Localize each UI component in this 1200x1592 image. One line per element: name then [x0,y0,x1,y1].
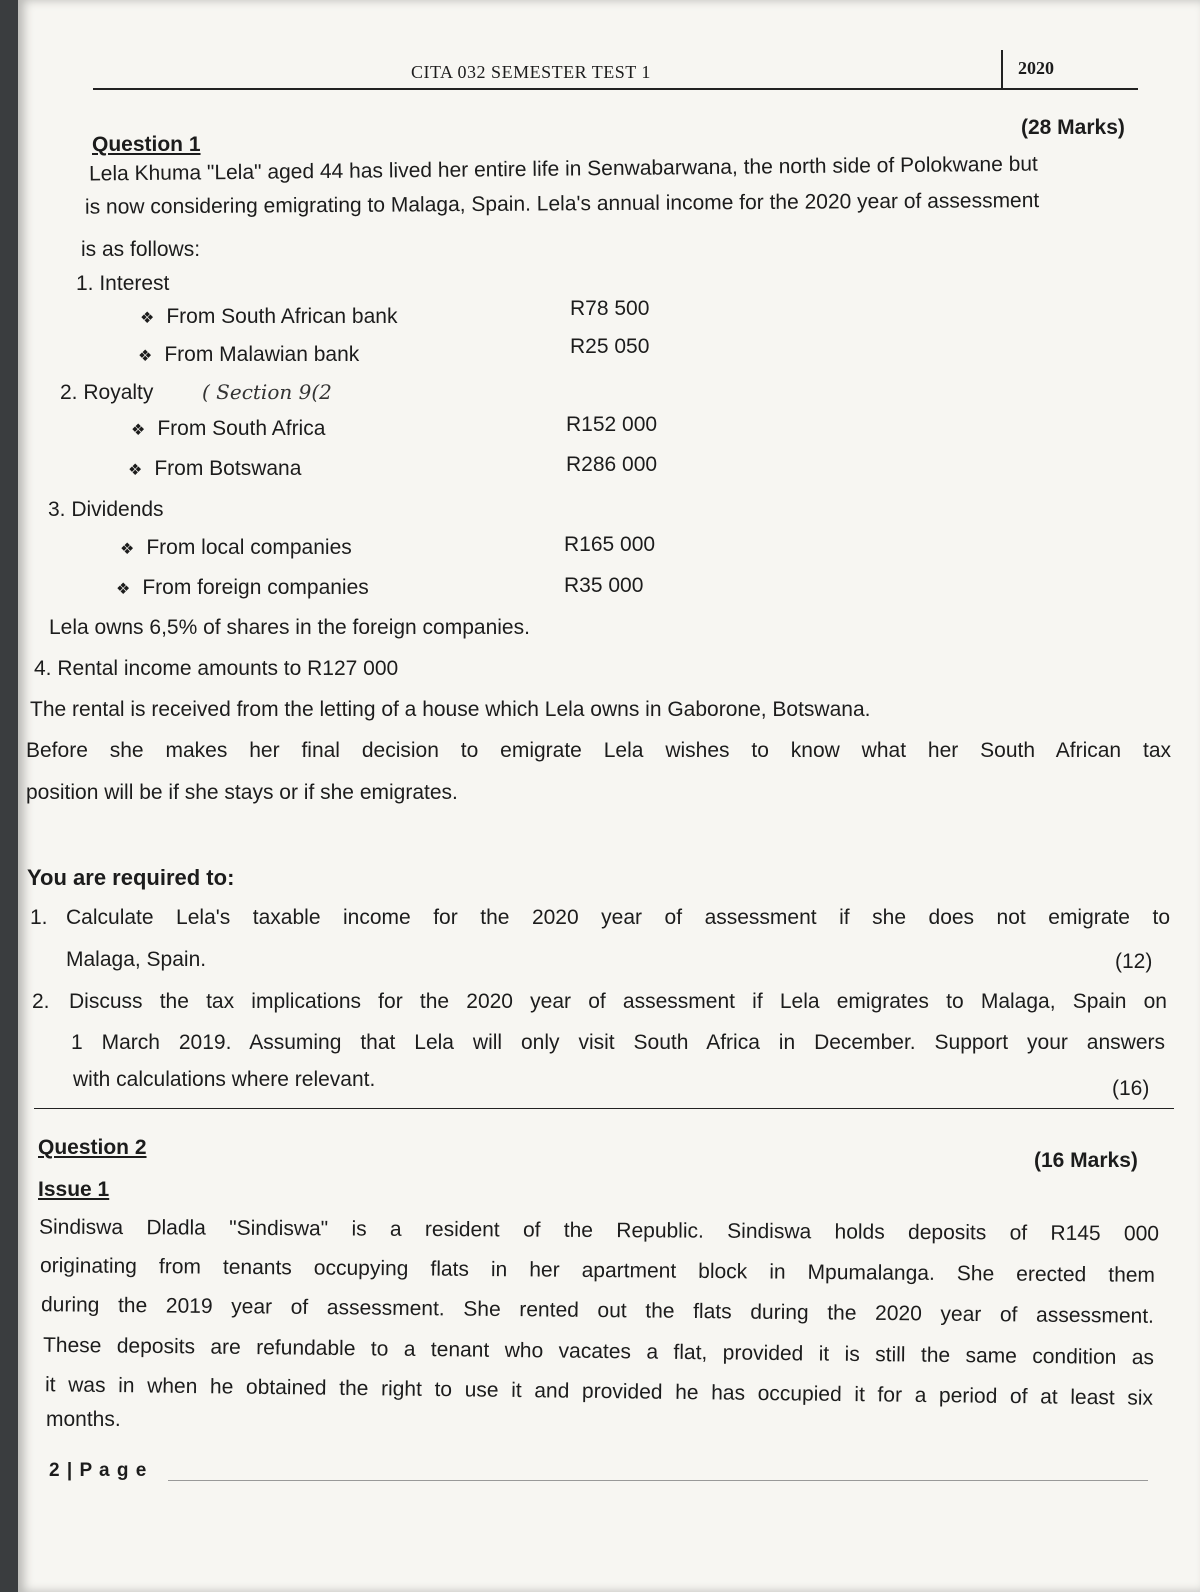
question1-intro-line: is now considering emigrating to Malaga, Spain. Lela's annual income for the 2020 year of assessment [84,189,1040,219]
req1-marks: (12) [1115,950,1153,973]
question2-line: it was in when he obtained the right to use it and provided he has occupied it for a period of at least six [44,1373,1154,1410]
list-item: ❖ From foreign companies [116,576,369,599]
req1-line: Calculate Lela's taxable income for the 2020 year of assessment if she does not emigrate to [66,906,1170,929]
question1-marks: (28 Marks) [1021,116,1125,139]
item-royalty-label: 2. Royalty [60,381,154,404]
section-rule [34,1108,1174,1109]
issue-heading: Issue 1 [38,1178,110,1201]
amount-value: R286 000 [566,453,658,476]
question2-line: during the 2019 year of assessment. She rented out the flats during the 2020 year of assessment. [40,1293,1155,1328]
diamond-bullet-icon: ❖ [138,348,153,365]
item-dividends-label: 3. Dividends [48,498,164,521]
question2-line: These deposits are refundable to a tenant who vacates a flat, provided it is still the same condition as [42,1333,1155,1370]
page-number: 2 | P a g e [49,1460,148,1481]
shares-note: Lela owns 6,5% of shares in the foreign companies. [49,616,530,639]
handwritten-note: ( Section 9(2 [202,380,332,404]
req2-number: 2. [32,990,50,1013]
diamond-bullet-icon: ❖ [116,581,131,598]
amount-value: R78 500 [570,297,650,320]
req2-marks: (16) [1112,1077,1150,1100]
diamond-bullet-icon: ❖ [131,422,146,439]
required-heading: You are required to: [27,865,235,890]
header-title: CITA 032 SEMESTER TEST 1 [411,62,651,82]
decision-line: Before she makes her final decision to emigrate Lela wishes to know what her South African tax [26,739,1171,762]
diamond-bullet-icon: ❖ [140,310,155,327]
amount-value: R35 000 [564,574,644,597]
question2-line: months. [46,1408,121,1431]
amount-value: R25 050 [570,335,650,358]
req2-line: 1 March 2019. Assuming that Lela will only visit South Africa in December. Support your answers [71,1031,1165,1054]
item-interest-label: 1. Interest [76,272,170,295]
req1-number: 1. [30,906,48,929]
rental-note: The rental is received from the letting of a house which Lela owns in Gaborone, Botswana. [30,698,871,721]
diamond-bullet-icon: ❖ [128,462,143,479]
document-page [18,0,1200,1592]
list-item: ❖ From Malawian bank [138,343,360,366]
header-divider [1001,50,1003,88]
amount-value: R165 000 [564,533,656,556]
header-rule [93,88,1138,90]
list-item: ❖ From Botswana [128,457,302,480]
req2-line: Discuss the tax implications for the 2020 year of assessment if Lela emigrates to Malaga, Spain on [69,990,1167,1013]
list-item: ❖ From South African bank [140,305,398,328]
header-year: 2020 [1018,58,1054,78]
question2-heading: Question 2 [38,1136,147,1159]
list-item: ❖ From local companies [120,536,352,559]
diamond-bullet-icon: ❖ [120,541,135,558]
decision-line: position will be if she stays or if she emigrates. [26,781,458,804]
req1-line: Malaga, Spain. [66,948,207,971]
question2-marks: (16 Marks) [1034,1149,1138,1172]
amount-value: R152 000 [566,413,658,436]
question1-intro-line: is as follows: [81,238,201,261]
req2-line: with calculations where relevant. [73,1068,376,1091]
question2-line: originating from tenants occupying flats in her apartment block in Mpumalanga. She erected them [39,1254,1156,1287]
question1-intro-line: Lela Khuma "Lela" aged 44 has lived her entire life in Senwabarwana, the north side of Polokwane but [88,152,1038,186]
question1-heading: Question 1 [92,133,201,156]
footer-rule [168,1480,1148,1481]
question2-line: Sindiswa Dladla "Sindiswa" is a resident of the Republic. Sindiswa holds deposits of R145 000 [38,1215,1160,1246]
item-rental-label: 4. Rental income amounts to R127 000 [34,657,399,680]
list-item: ❖ From South Africa [131,417,326,440]
